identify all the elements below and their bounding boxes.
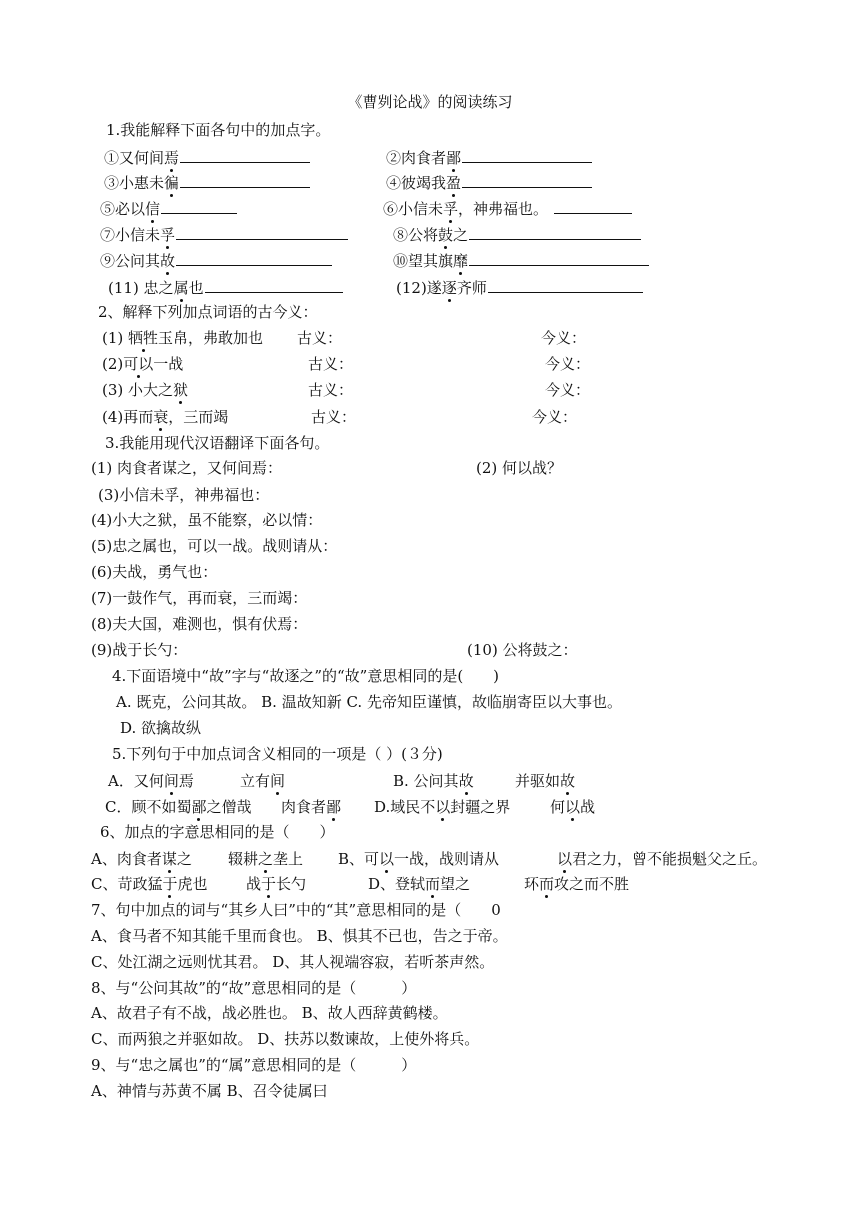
q2-heading: 2、解释下列加点词语的古今义： <box>98 303 318 321</box>
dotted-char: 鄙 <box>326 798 342 816</box>
q5-option-d1: D.域民不以封疆之界 <box>374 798 511 816</box>
q1-item-12: (12)遂逐齐师 <box>396 277 643 297</box>
q6-heading: 6、加点的字意思相同的是（ ） <box>100 823 335 841</box>
dotted-char: 徧 <box>164 174 180 192</box>
q6-option-c2: 战于长勺 <box>246 875 307 893</box>
q5-option-a1: A．又何间焉 <box>108 772 194 790</box>
dotted-char: 焉 <box>164 149 180 167</box>
q2-item-4: (4)再而衰，三而竭 <box>102 408 229 426</box>
q2-item-2: (2)可以一战 <box>102 355 184 373</box>
q6-option-a1: A、肉食者谋之 <box>91 850 192 868</box>
q6-option-a2: 辍耕之垄上 <box>228 850 304 868</box>
q2-item-3: (3) 小大之狱 <box>102 381 189 399</box>
q2-gu-label-2: 古义： <box>308 355 354 373</box>
q1-item-8: ⑧公将鼓之 <box>393 224 641 244</box>
q6-option-d1: D、登轼而望之 <box>368 875 471 893</box>
dotted-char: 谋 <box>161 850 177 868</box>
dotted-char: 而 <box>425 875 441 893</box>
q5-option-a2: 立有间 <box>240 772 286 790</box>
q5-option-b2: 并驱如故 <box>515 772 576 790</box>
q8-options-cd: C、而两狼之并驱如故。 D、扶苏以数谏故，上使外将兵。 <box>91 1030 480 1048</box>
answer-blank[interactable] <box>554 198 632 214</box>
answer-blank[interactable] <box>462 172 592 188</box>
q8-options-ab: A、故君子有不战，战必胜也。 B、故人西辞黄鹤楼。 <box>91 1004 448 1022</box>
q3-sentence-5: (5)忠之属也，可以一战。战则请从： <box>91 537 338 555</box>
q1-item-9: ⑨公问其故 <box>100 250 332 270</box>
q2-jin-label-3: 今义： <box>545 381 591 399</box>
q1-heading: 1.我能解释下面各句中的加点字。 <box>106 121 331 139</box>
answer-blank[interactable] <box>180 147 310 163</box>
q2-jin-label-2: 今义： <box>545 355 591 373</box>
q2-gu-label-4: 古义： <box>311 408 357 426</box>
dotted-char: 靡 <box>453 252 469 270</box>
q3-sentence-6: (6)夫战，勇气也： <box>91 563 218 581</box>
dotted-word: 牺牲 <box>128 329 159 347</box>
dotted-char: 盈 <box>446 174 462 192</box>
q3-sentence-8: (8)夫大国，难测也，惧有伏焉： <box>91 615 308 633</box>
q1-item-2: ②肉食者鄙 <box>386 147 592 167</box>
q1-item-7: ⑦小信未孚 <box>100 224 348 244</box>
q5-option-c2: 肉食者鄙 <box>281 798 342 816</box>
dotted-char: 以 <box>435 798 451 816</box>
answer-blank[interactable] <box>180 172 310 188</box>
q1-item-1: ①又何间焉 <box>104 147 310 167</box>
answer-blank[interactable] <box>469 224 641 240</box>
dotted-char: 故 <box>458 772 474 790</box>
q6-option-b2: 以君之力，曾不能损魁父之丘。 <box>557 850 768 868</box>
q3-sentence-9: (9)战于长勺： <box>91 641 188 659</box>
answer-blank[interactable] <box>469 250 649 266</box>
q1-item-11: (11) 忠之属也 <box>108 277 343 297</box>
q6-option-c1: C、苛政猛于虎也 <box>91 875 208 893</box>
dotted-char: 间 <box>270 772 286 790</box>
q2-gu-label-3: 古义： <box>308 381 354 399</box>
dotted-char: 于 <box>162 875 178 893</box>
dotted-char: 以 <box>379 850 395 868</box>
answer-blank[interactable] <box>488 277 643 293</box>
q2-gu-label-1: 古义： <box>297 329 343 347</box>
dotted-char: 于 <box>261 875 277 893</box>
answer-blank[interactable] <box>176 250 332 266</box>
q3-sentence-4: (4)小大之狱，虽不能察，必以情： <box>91 511 323 529</box>
dotted-word: 可以 <box>123 355 154 373</box>
q1-item-4: ④彼竭我盈 <box>386 172 592 192</box>
q5-option-c1: C．顾不如蜀鄙之僧哉 <box>105 798 252 816</box>
q7-heading: 7、句中加点的词与“其乡人曰”中的“其”意思相同的是（ 0 <box>91 901 501 919</box>
q4-options-abc: A. 既克，公问其故。 B. 温故知新 C. 先帝知臣谨慎，故临崩寄臣以大事也。 <box>116 693 622 711</box>
q1-item-5: ⑤必以信 <box>100 198 237 218</box>
answer-blank[interactable] <box>176 224 348 240</box>
dotted-char: 属 <box>173 279 189 297</box>
dotted-char: 鄙 <box>446 149 462 167</box>
dotted-char: 孚 <box>160 226 176 244</box>
q3-heading: 3.我能用现代汉语翻译下面各句。 <box>105 434 330 452</box>
page-title: 《曹刿论战》的阅读练习 <box>347 93 513 111</box>
q2-item-1: (1) 牺牲玉帛，弗敢加也 <box>102 329 264 347</box>
q6-option-d2: 环而攻之而不胜 <box>524 875 630 893</box>
answer-blank[interactable] <box>205 277 343 293</box>
answer-blank[interactable] <box>161 198 237 214</box>
dotted-word: 衰 <box>153 408 169 426</box>
q5-option-d2: 何以战 <box>550 798 596 816</box>
q5-option-b1: B. 公问其故 <box>393 772 474 790</box>
q5-heading: 5.下列句于中加点词含义相同的一项是（ ）(３分) <box>112 745 443 763</box>
dotted-char: 间 <box>163 772 179 790</box>
q3-sentence-7: (7)一鼓作气，再而衰，三而竭： <box>91 589 308 607</box>
q4-heading: 4.下面语境中“故”字与“故逐之”的“故”意思相同的是( ) <box>112 667 500 685</box>
dotted-char: 之 <box>258 850 274 868</box>
q6-option-b1: B、可以一战，战则请从 <box>338 850 500 868</box>
answer-blank[interactable] <box>462 147 592 163</box>
q4-option-d: D. 欲擒故纵 <box>120 719 202 737</box>
dotted-char: 而 <box>539 875 555 893</box>
dotted-char: 以 <box>557 850 573 868</box>
q3-sentence-1: (1) 肉食者谋之，又何间焉： <box>91 459 283 477</box>
dotted-char: 以 <box>565 798 581 816</box>
dotted-char: 鼓 <box>438 226 454 244</box>
q2-jin-label-4: 今义： <box>532 408 578 426</box>
dotted-char: 故 <box>160 252 176 270</box>
dotted-char: 信 <box>145 200 161 218</box>
q1-item-6: ⑥小信未孚，神弗福也。 <box>383 198 632 218</box>
q2-jin-label-1: 今义： <box>541 329 587 347</box>
q3-sentence-10: (10) 公将鼓之： <box>467 641 578 659</box>
dotted-char: 逐 <box>441 279 457 297</box>
q9-options-ab: A、神情与苏黄不属 B、召令徒属曰 <box>91 1082 328 1100</box>
dotted-char: 孚 <box>443 200 459 218</box>
dotted-word: 狱 <box>173 381 189 399</box>
q7-options-cd: C、处江湖之远则忧其君。 D、其人视端容寂，若听茶声然。 <box>91 953 495 971</box>
dotted-char: 鄙 <box>191 798 207 816</box>
q3-sentence-2: (2) 何以战？ <box>476 459 563 477</box>
dotted-char: 故 <box>560 772 576 790</box>
q9-heading: 9、与“忠之属也”的“属”意思相同的是（ ） <box>91 1056 417 1074</box>
q1-item-3: ③小惠未徧 <box>104 172 310 192</box>
q7-options-ab: A、食马者不知其能千里而食也。 B、惧其不已也，告之于帝。 <box>91 927 508 945</box>
q3-sentence-3: (3)小信未孚，神弗福也： <box>98 486 270 504</box>
q1-item-10: ⑩望其旗靡 <box>393 250 649 270</box>
q8-heading: 8、与“公问其故”的“故”意思相同的是（ ） <box>91 979 417 997</box>
